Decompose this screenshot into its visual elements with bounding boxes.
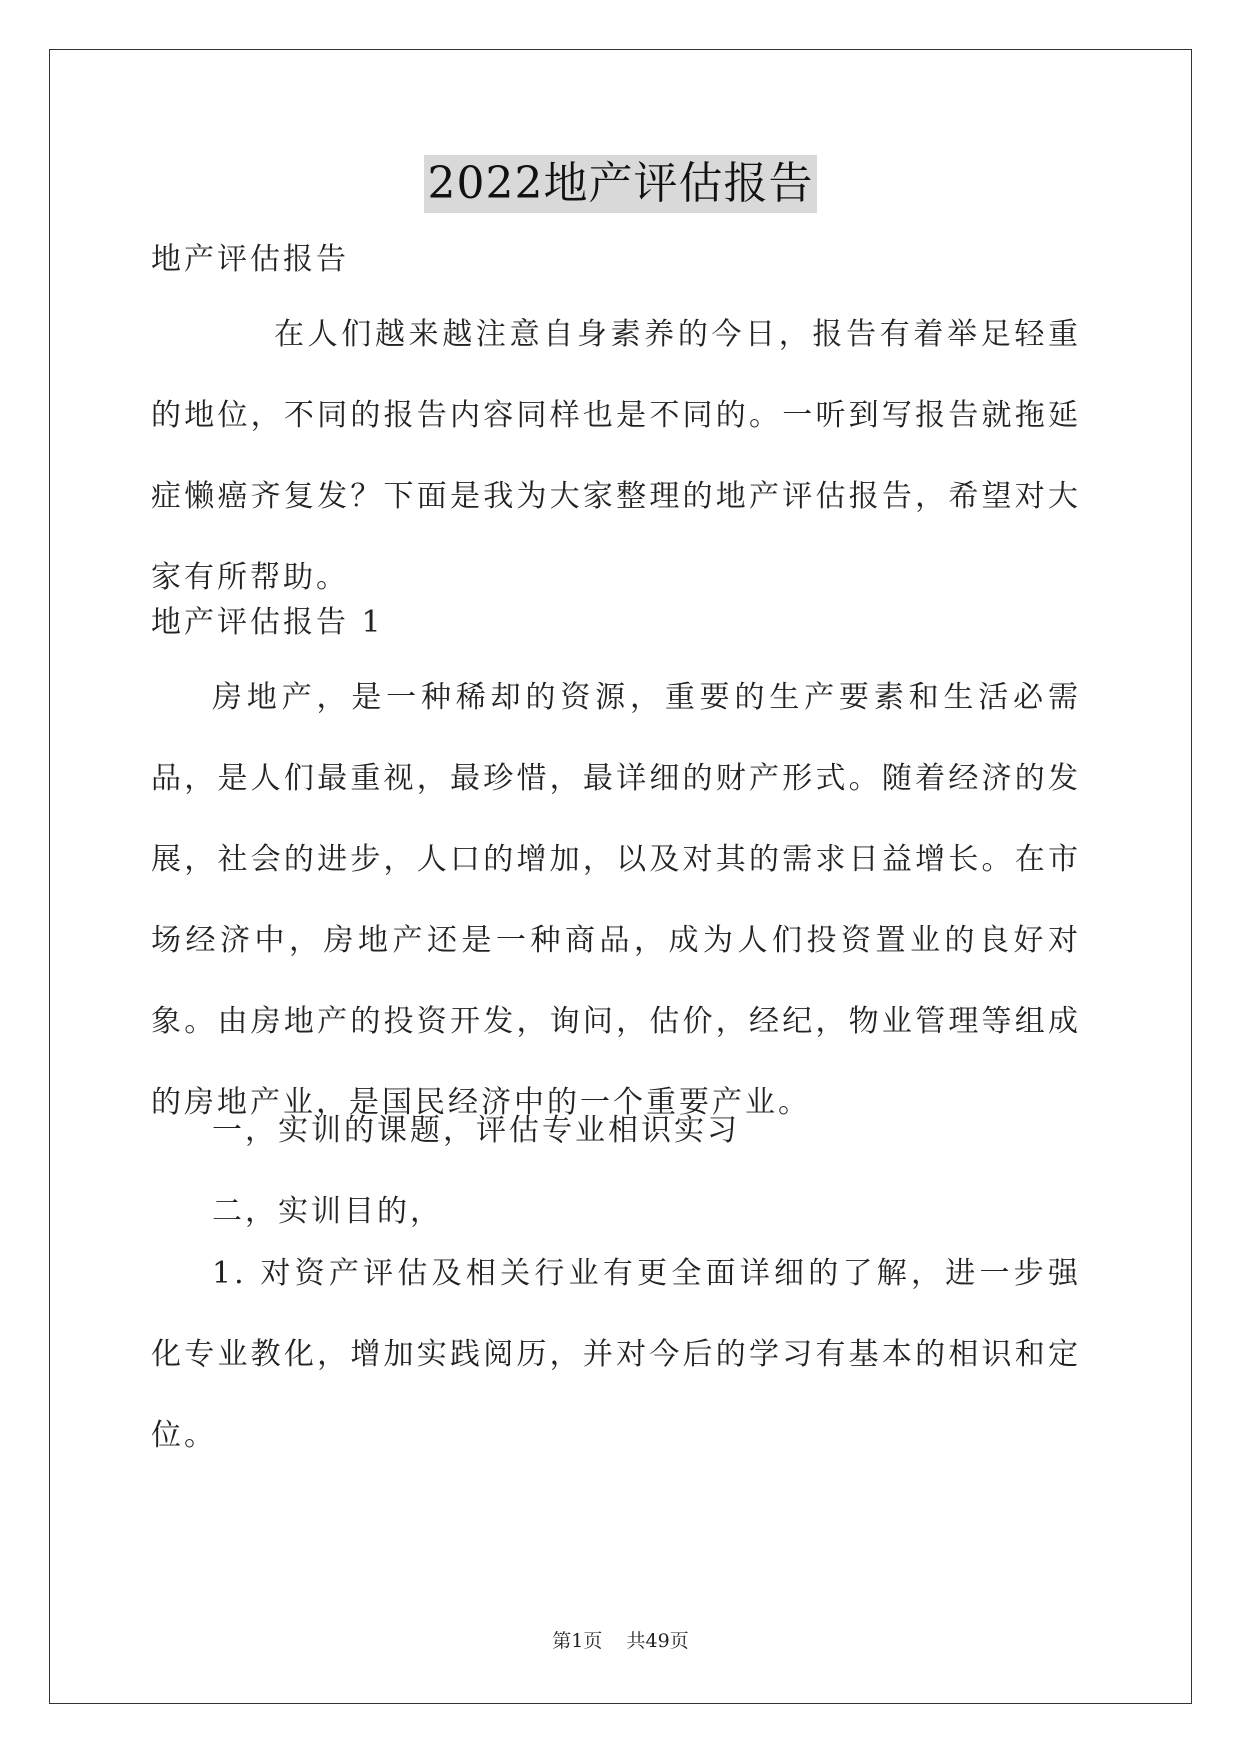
footer-total-prefix: 共 xyxy=(626,1630,646,1652)
intro-paragraph: 在人们越来越注意自身素养的今日，报告有着举足轻重的地位，不同的报告内容同样也是不同的。一听到写报告就拖延症懒癌齐复发？下面是我为大家整理的地产评估报告，希望对大家有所帮助。 xyxy=(151,317,1081,595)
footer-page-prefix: 第 xyxy=(552,1630,572,1652)
body-paragraph-1: 房地产，是一种稀却的资源，重要的生产要素和生活必需品，是人们最重视，最珍惜，最详细的财产形式。随着经济的发展，社会的进步，人口的增加，以及对其的需求日益增长。在市场经济中，房地产还是一种商品，成为人们投资置业的良好对象。由房地产的投资开发，询问，估价，经纪，物业管理等组成的房地产业，是国民经济中的一个重要产业。 xyxy=(151,680,1081,1120)
footer-total-suffix: 页 xyxy=(669,1630,689,1652)
page-footer xyxy=(0,1626,1241,1653)
section-heading: 地产评估报告 1 xyxy=(151,605,384,640)
list-item-2: 二，实训目的， xyxy=(212,1194,443,1229)
document-title: 2022地产评估报告 xyxy=(424,155,818,213)
footer-total-pages: 49 xyxy=(645,1630,670,1652)
footer-page-number: 1 xyxy=(571,1630,584,1652)
list-item-3: 1. 对资产评估及相关行业有更全面详细的了解，进一步强化专业教化，增加实践阅历，并对今后的学习有基本的相识和定位。 xyxy=(151,1256,1081,1453)
title-container xyxy=(0,155,1241,213)
document-subtitle: 地产评估报告 xyxy=(151,242,349,277)
footer-page-suffix: 页 xyxy=(583,1630,603,1652)
list-item-1: 一，实训的课题，评估专业相识实习 xyxy=(212,1113,740,1148)
